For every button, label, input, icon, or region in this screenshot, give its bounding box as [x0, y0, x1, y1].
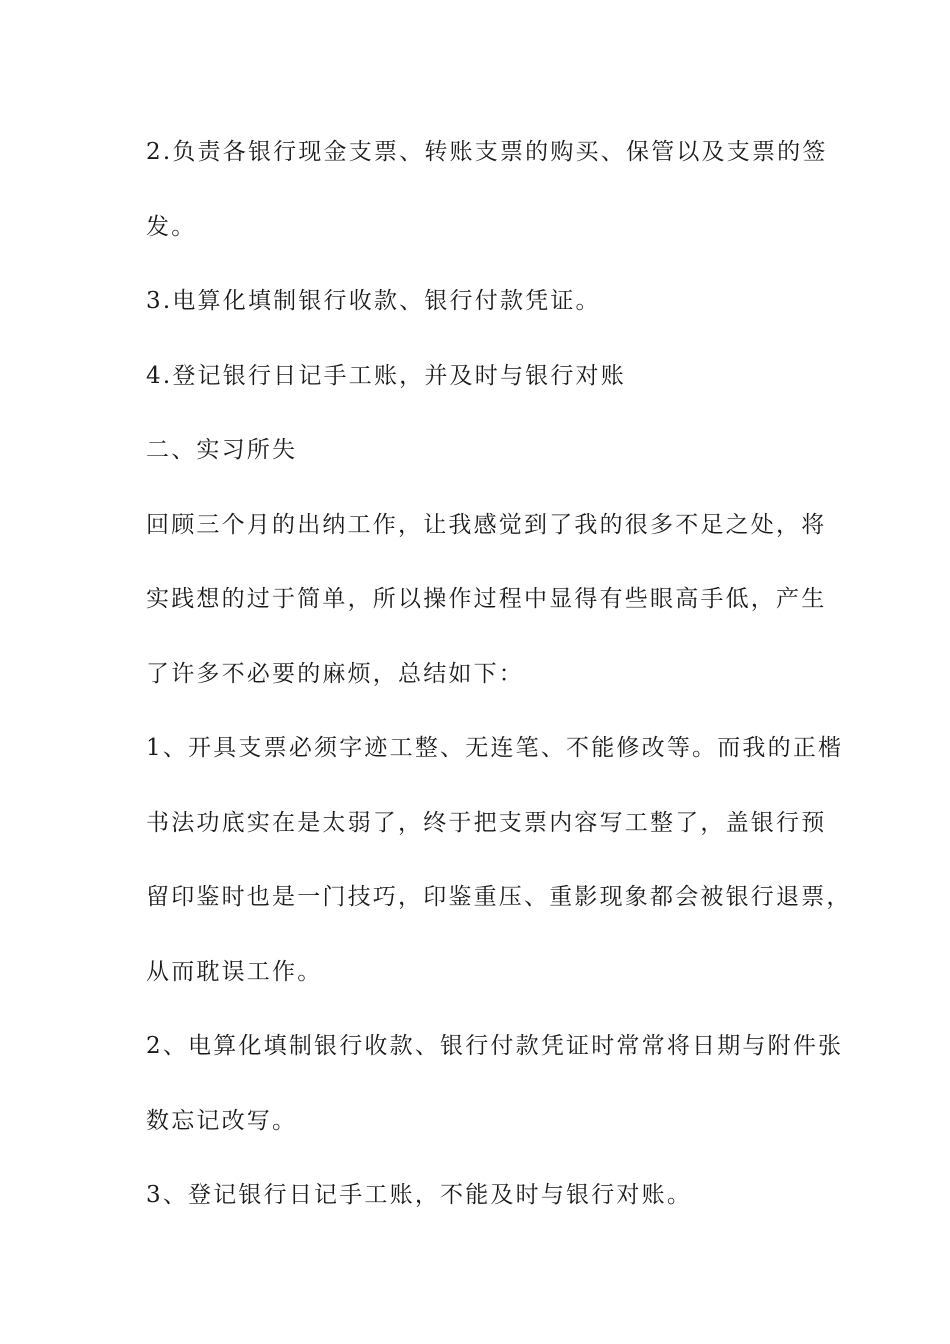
text-line: 实践想的过于简单，所以操作过程中显得有些眼高手低，产生 [146, 586, 827, 612]
text-line: 数忘记改写。 [146, 1108, 298, 1134]
text-line: 发。 [146, 214, 197, 240]
text-line: 了许多不必要的麻烦，总结如下： [146, 661, 524, 687]
text-line: 留印鉴时也是一门技巧，印鉴重压、重影现象都会被银行退票， [146, 884, 852, 910]
text-line: 2.负责各银行现金支票、转账支票的购买、保管以及支票的签 [146, 139, 828, 165]
text-line: 书法功底实在是太弱了，终于把支票内容写工整了，盖银行预 [146, 810, 827, 836]
text-line: 3.电算化填制银行收款、银行付款凭证。 [146, 288, 601, 314]
text-line: 从而耽误工作。 [146, 959, 323, 985]
section-heading: 二、实习所失 [146, 437, 298, 463]
text-line: 1、开具支票必须字迹工整、无连笔、不能修改等。而我的正楷 [146, 735, 844, 761]
text-line: 2、电算化填制银行收款、银行付款凭证时常常将日期与附件张 [146, 1033, 844, 1059]
text-line: 4.登记银行日记手工账，并及时与银行对账 [146, 363, 626, 389]
text-line: 3、登记银行日记手工账，不能及时与银行对账。 [146, 1182, 693, 1208]
text-line: 回顾三个月的出纳工作，让我感觉到了我的很多不足之处，将 [146, 512, 827, 538]
